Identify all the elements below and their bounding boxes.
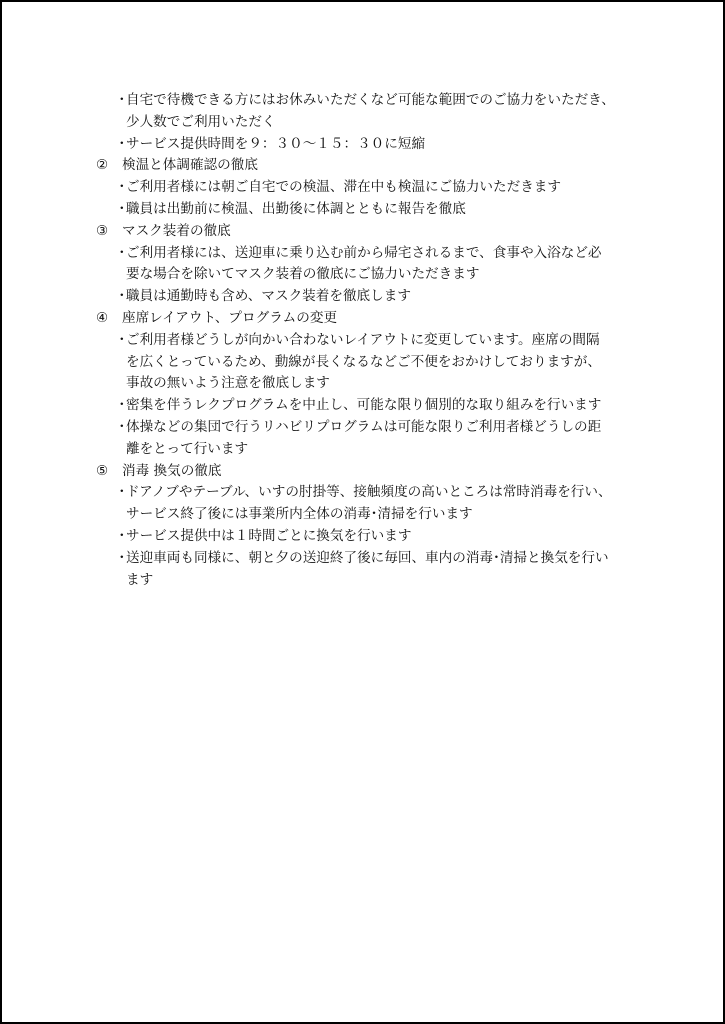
- section-heading: [96, 308, 656, 330]
- bullet-mark: ・: [115, 331, 129, 348]
- bullet-line: 要な場合を除いてマスク装着の徹底にご協力いただきます: [126, 266, 480, 283]
- bullet-line: ご利用者様には朝ご自宅での検温、滞在中も検温にご協力いただきます: [126, 179, 561, 196]
- section-bullet: [96, 330, 656, 395]
- intro-bullet-2: [96, 134, 656, 156]
- bullet-mark: ・: [115, 418, 129, 435]
- bullet-line: を広くとっているため、動線が長くなるなどご不便をおかけしておりますが、: [126, 353, 601, 370]
- bullet-mark: ・: [115, 135, 129, 152]
- bullet-line: 体操などの集団で行うリハビリプログラムは可能な限りご利用者様どうしの距: [126, 418, 602, 435]
- section-number: ④: [96, 309, 109, 326]
- bullet-mark: ・: [115, 288, 129, 305]
- section-bullet: [96, 482, 656, 526]
- bullet-line: 密集を伴うレクプログラムを中止し、可能な限り個別的な取り組みを行います: [126, 397, 602, 414]
- intro-bullets: [96, 90, 656, 155]
- section-bullet: [96, 526, 656, 548]
- bullet-line: 少人数でご利用いただく: [126, 113, 276, 130]
- bullet-mark: ・: [115, 397, 129, 414]
- section-bullet: [96, 199, 656, 221]
- bullet-mark: ・: [115, 92, 129, 108]
- bullet-line: 送迎車両も同様に、朝と夕の送迎終了後に毎回、車内の消毒･清掃と換気を行い: [126, 549, 609, 566]
- section-title: マスク装着の徹底: [122, 222, 231, 239]
- bullet-line: サービス終了後には事業所内全体の消毒･清掃を行います: [126, 506, 473, 523]
- section-disinfection-ventilation: [96, 461, 656, 592]
- section-seating-layout: [96, 308, 656, 461]
- bullet-line: 離をとって行います: [126, 440, 249, 457]
- bullet-line: 自宅で待機できる方にはお休みいただくなど可能な範囲でのご協力をいただき、: [126, 92, 615, 108]
- bullet-line: ご利用者様には、送迎車に乗り込む前から帰宅されるまで、食事や入浴など必: [126, 244, 602, 261]
- section-title: 消毒 換気の徹底: [122, 462, 222, 479]
- bullet-mark: ・: [115, 549, 129, 566]
- section-bullet: [96, 177, 656, 199]
- section-number: ②: [96, 157, 109, 174]
- section-bullet: [96, 417, 656, 461]
- bullet-line: サービス提供中は１時間ごとに換気を行います: [126, 527, 412, 544]
- bullet-mark: ・: [115, 484, 129, 501]
- section-title: 座席レイアウト、プログラムの変更: [122, 309, 338, 326]
- section-number: ⑤: [96, 462, 109, 479]
- bullet-line: 事故の無いよう注意を徹底します: [126, 375, 330, 392]
- section-heading: [96, 221, 656, 243]
- bullet-line: ます: [126, 571, 154, 588]
- bullet-mark: ・: [115, 200, 129, 217]
- bullet-mark: ・: [115, 244, 129, 261]
- section-heading: [96, 155, 656, 177]
- bullet-line: ドアノブやテーブル、いすの肘掛等、接触頻度の高いところは常時消毒を行い、: [126, 484, 612, 501]
- section-bullet: [96, 243, 656, 287]
- bullet-line: ご利用者様どうしが向かい合わないレイアウトに変更しています。座席の間隔: [126, 331, 600, 348]
- section-title: 検温と体調確認の徹底: [122, 157, 258, 174]
- section-bullet: [96, 286, 656, 308]
- section-number: ③: [96, 222, 109, 239]
- bullet-line: 職員は出勤前に検温、出勤後に体調とともに報告を徹底: [126, 200, 466, 217]
- intro-bullet-1: [96, 90, 656, 134]
- document-content: [96, 90, 656, 591]
- bullet-mark: ・: [115, 179, 129, 196]
- bullet-line: サービス提供時間を９：３０～１５：３０に短縮: [126, 135, 426, 152]
- section-bullet: [96, 548, 656, 592]
- bullet-line: 職員は通勤時も含め、マスク装着を徹底します: [126, 288, 411, 305]
- section-mask-wearing: [96, 221, 656, 308]
- bullet-mark: ・: [115, 527, 129, 544]
- section-heading: [96, 461, 656, 483]
- section-bullet: [96, 395, 656, 417]
- section-temperature-check: [96, 155, 656, 220]
